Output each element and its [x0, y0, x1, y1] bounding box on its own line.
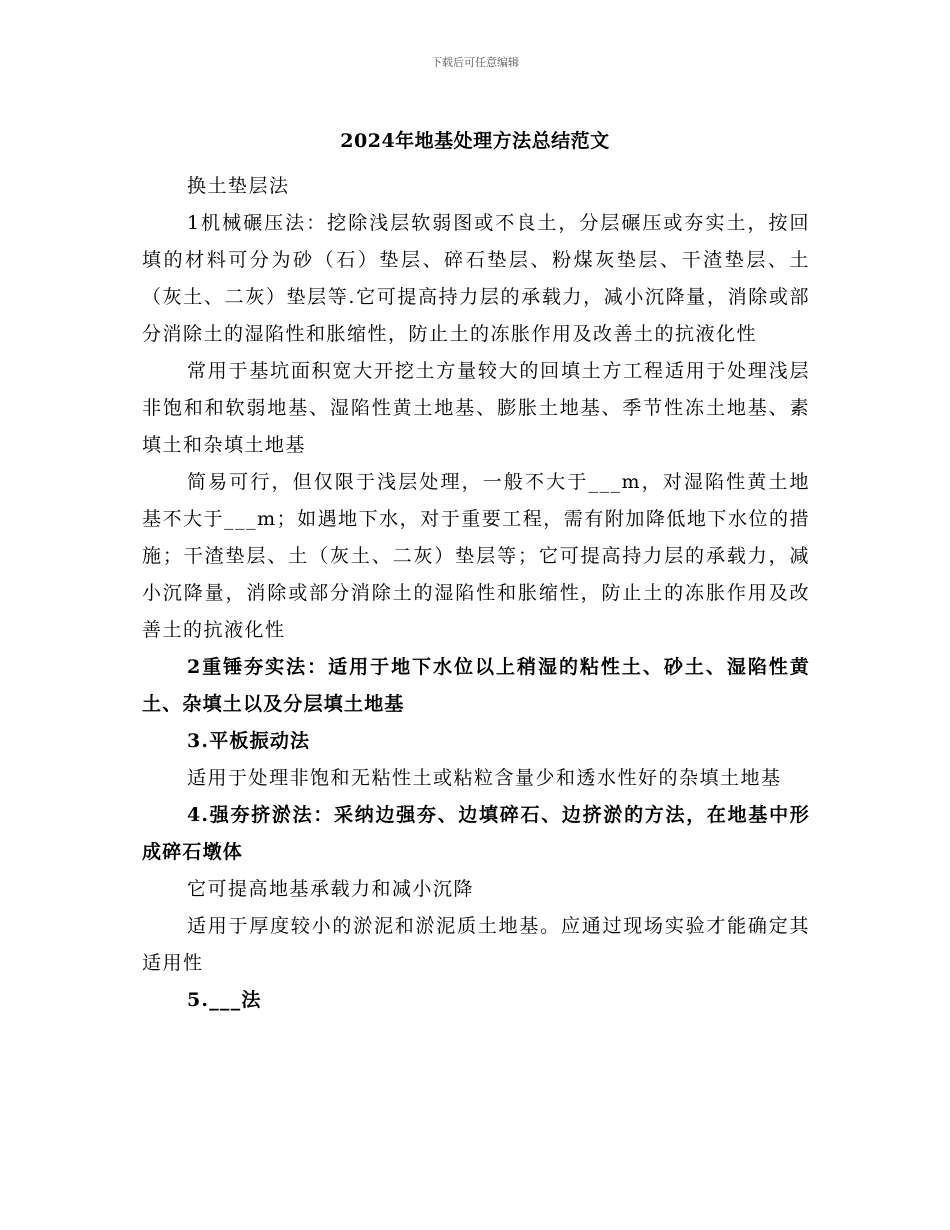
heading-dynamic-compaction: 4.强夯挤淤法：采纳边强夯、边填碎石、边挤淤的方法，在地基中形成碎石墩体: [142, 804, 810, 863]
paragraph-plate-vibration: 适用于处理非饱和无粘性土或粘粒含量少和透水性好的杂填土地基: [187, 767, 782, 789]
document-body: [142, 168, 810, 1019]
page-header-note: 下载后可任意编辑: [431, 56, 519, 69]
paragraph-mechanical-rolling: 1机械碾压法：挖除浅层软弱图或不良土，分层碾压或夯实土，按回填的材料可分为砂（石）垫层、碎石垫层、粉煤灰垫层、干渣垫层、土（灰土、二灰）垫层等.它可提高持力层的承载力，减小沉降量，消除或部分消除土的湿陷性和胀缩性，防止土的冻胀作用及改善土的抗液化性: [142, 212, 810, 345]
section-heading-soil-replacement: 换土垫层法: [187, 175, 290, 197]
paragraph-dynamic-compaction-effect: 它可提高地基承载力和减小沉降: [187, 878, 475, 900]
paragraph-dynamic-compaction-use: 适用于厚度较小的淤泥和淤泥质土地基。应通过现场实验才能确定其适用性: [142, 915, 810, 974]
paragraph-applicability: 常用于基坑面积宽大开挖土方量较大的回填土方工程适用于处理浅层非饱和和软弱地基、湿陷性黄土地基、膨胀土地基、季节性冻土地基、素填土和杂填土地基: [142, 360, 810, 456]
document-title: 2024年地基处理方法总结范文: [340, 130, 610, 152]
heading-plate-vibration: 3.平板振动法: [187, 730, 311, 752]
paragraph-limitations: 简易可行，但仅限于浅层处理，一般不大于___m，对湿陷性黄土地基不大于___m；如遇地下水，对于重要工程，需有附加降低地下水位的措施；干渣垫层、土（灰土、二灰）垫层等；它可提高持力层的承载力，减小沉降量，消除或部分消除土的湿陷性和胀缩性，防止土的冻胀作用及改善土的抗液化性: [142, 471, 810, 641]
heading-heavy-tamping: 2重锤夯实法：适用于地下水位以上稍湿的粘性土、砂土、湿陷性黄土、杂填土以及分层填土地基: [142, 656, 810, 715]
heading-method-5: 5.___法: [187, 989, 262, 1011]
